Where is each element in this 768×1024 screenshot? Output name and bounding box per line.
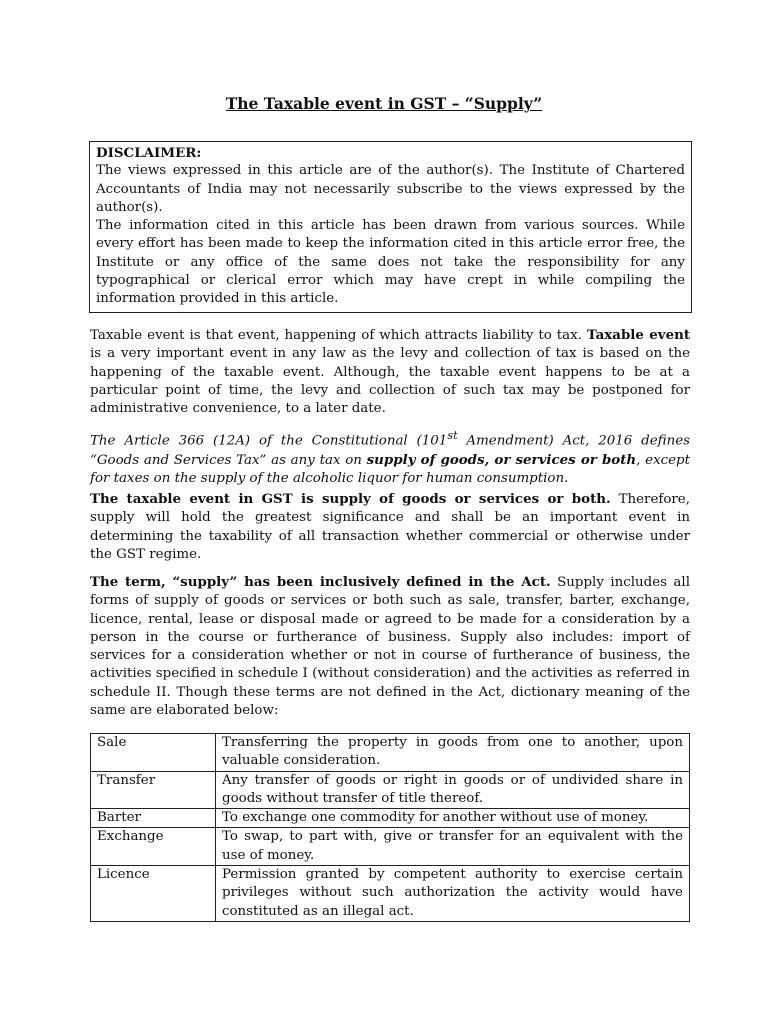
- table-row: [91, 809, 690, 828]
- definition-text: To swap, to part with, give or transfer for an equivalent with the use of money.: [216, 828, 690, 866]
- p3-bold-lead: The taxable event in GST is supply of goods or services or both.: [90, 491, 611, 507]
- definition-term: Licence: [91, 866, 216, 922]
- document-title: The Taxable event in GST – “Supply”: [225, 94, 543, 113]
- definitions-table: [90, 733, 690, 922]
- table-row: [91, 734, 690, 772]
- table-row: [91, 828, 690, 866]
- table-row: [91, 866, 690, 922]
- paragraph-article-366: [90, 427, 690, 488]
- p4-text: Supply includes all forms of supply of goods or services or both such as sale, transfer, barter, exchange, licence, rental, lease or disposal made or agreed to be made for a consideration by a person in the course or furtherance of business. Supply also includes: import of services for a consideration whether or not in course of furtherance of business, the activities specified in schedule I (without consideration) and the activities as referred in schedule II. Though these terms are not defined in the Act, dictionary meaning of the same are elaborated below:: [90, 575, 690, 719]
- p2-text-b: Amendment) Act, 2016 defines “Goods and Services Tax” as any tax on: [90, 433, 690, 468]
- p1-text-a: Taxable event is that event, happening of which attracts liability to tax.: [90, 328, 587, 343]
- paragraph-taxable-event: [90, 326, 690, 418]
- disclaimer-paragraph-1: The views expressed in this article are of the author(s). The Institute of Chartered Accountants of India may not necessarily subscribe to the views expressed by the author(s).: [96, 163, 685, 215]
- definition-text: Transferring the property in goods from one to another, upon valuable consideration.: [216, 734, 690, 772]
- definition-term: Barter: [91, 809, 216, 828]
- definition-text: Permission granted by competent authority to exercise certain privileges without such authorization the activity would have constituted as an illegal act.: [216, 866, 690, 922]
- p3-text: Therefore, supply will hold the greatest significance and shall be an important event in determining the taxability of all transaction whether commercial or otherwise under the GST regime.: [90, 492, 690, 562]
- p2-text-c: , except for taxes on the supply of the alcoholic liquor for human consumption.: [90, 452, 690, 487]
- disclaimer-paragraph-2: The information cited in this article has been drawn from various sources. While every effort has been made to keep the information cited in this article error free, the Institute or any office of the same does not take the responsibility for any typographical or clerical error which may have crept in while compiling the information provided in this article.: [96, 218, 685, 307]
- p1-bold-term: Taxable event: [586, 327, 691, 343]
- p1-text-b: is a very important event in any law as the levy and collection of tax is based on the happening of the taxable event. Although, the taxable event happens to be at a particular point of time, the levy and collection of such tax may be postponed for administrative convenience, to a later date.: [90, 346, 690, 417]
- definition-term: Transfer: [91, 771, 216, 809]
- definition-text: To exchange one commodity for another without use of money.: [216, 809, 690, 828]
- definition-term: Exchange: [91, 828, 216, 866]
- definition-term: Sale: [91, 734, 216, 772]
- disclaimer-heading: DISCLAIMER:: [96, 145, 202, 161]
- p2-superscript: st: [447, 429, 458, 442]
- paragraph-supply-definition: [90, 573, 690, 720]
- p2-bold-phrase: supply of goods, or services or both: [366, 451, 637, 468]
- disclaimer-box: [89, 141, 692, 313]
- p2-text-a: The Article 366 (12A) of the Constitutional (101: [90, 433, 448, 449]
- paragraph-taxable-event-gst: [90, 490, 690, 564]
- p4-bold-lead: The term, “supply” has been inclusively defined in the Act.: [90, 574, 551, 590]
- definition-text: Any transfer of goods or right in goods or of undivided share in goods without transfer of title thereof.: [216, 771, 690, 809]
- table-row: [91, 771, 690, 809]
